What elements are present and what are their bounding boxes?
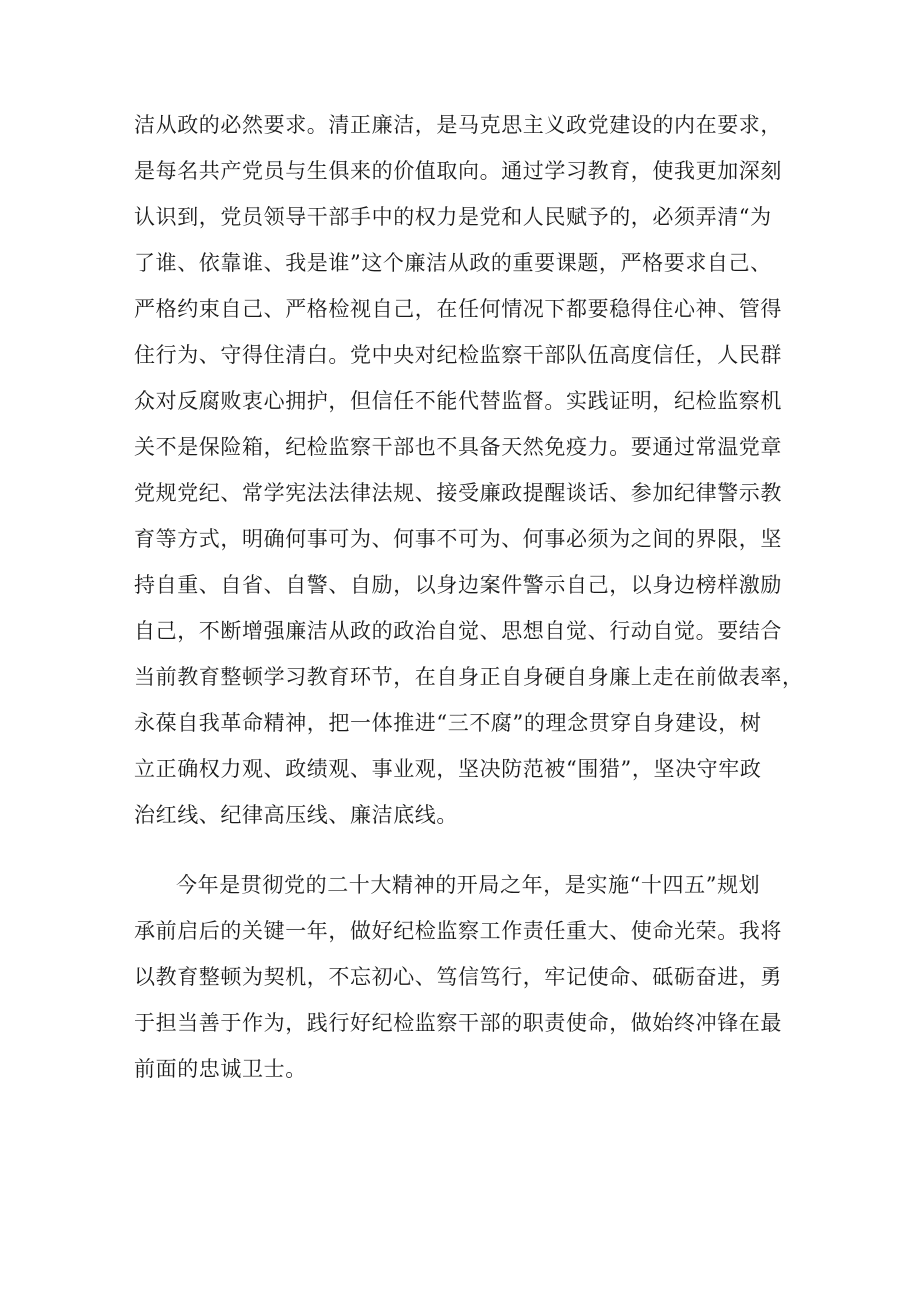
paragraph-line: 今年是贯彻党的二十大精神的开局之年，是实施“十四五”规划 bbox=[176, 873, 761, 897]
paragraph-line: 关不是保险箱，纪检监察干部也不具备天然免疫力。要通过常温党章 bbox=[134, 435, 782, 459]
paragraph-line: 前面的忠诚卫士。 bbox=[134, 1057, 307, 1081]
paragraph-line: 党规党纪、常学宪法法律法规、接受廉政提醒谈话、参加纪律警示教 bbox=[134, 481, 782, 505]
paragraph-line: 严格约束自己、严格检视自己，在任何情况下都要稳得住心神、管得 bbox=[134, 297, 782, 321]
paragraph-line: 育等方式，明确何事可为、何事不可为、何事必须为之间的界限，坚 bbox=[134, 527, 782, 551]
paragraph-line: 治红线、纪律高压线、廉洁底线。 bbox=[134, 803, 458, 827]
paragraph-2 bbox=[134, 862, 794, 1092]
paragraph-line: 认识到，党员领导干部手中的权力是党和人民赋予的，必须弄清“为 bbox=[134, 205, 772, 229]
paragraph-line: 自己，不断增强廉洁从政的政治自觉、思想自觉、行动自觉。要结合 bbox=[134, 619, 782, 643]
paragraph-line: 当前教育整顿学习教育环节，在自身正自身硬自身廉上走在前做表率， bbox=[134, 665, 804, 689]
paragraph-spacer bbox=[134, 838, 794, 862]
paragraph-line: 众对反腐败衷心拥护，但信任不能代替监督。实践证明，纪检监察机 bbox=[134, 389, 782, 413]
paragraph-line: 立正确权力观、政绩观、事业观，坚决防范被“围猎”，坚决守牢政 bbox=[134, 757, 762, 781]
paragraph-line: 住行为、守得住清白。党中央对纪检监察干部队伍高度信任，人民群 bbox=[134, 343, 782, 367]
paragraph-line: 了谁、依靠谁、我是谁”这个廉洁从政的重要课题，严格要求自己、 bbox=[134, 251, 772, 275]
paragraph-1 bbox=[134, 102, 804, 838]
paragraph-line: 于担当善于作为，践行好纪检监察干部的职责使命，做始终冲锋在最 bbox=[134, 1011, 782, 1035]
paragraph-line: 是每名共产党员与生俱来的价值取向。通过学习教育，使我更加深刻 bbox=[134, 159, 782, 183]
paragraph-line: 洁从政的必然要求。清正廉洁，是马克思主义政党建设的内在要求， bbox=[134, 113, 782, 137]
document-body bbox=[134, 102, 804, 1092]
paragraph-line: 持自重、自省、自警、自励，以身边案件警示自己，以身边榜样激励 bbox=[134, 573, 782, 597]
paragraph-line: 以教育整顿为契机，不忘初心、笃信笃行，牢记使命、砥砺奋进，勇 bbox=[134, 965, 782, 989]
paragraph-line: 承前启后的关键一年，做好纪检监察工作责任重大、使命光荣。我将 bbox=[134, 919, 782, 943]
paragraph-line: 永葆自我革命精神，把一体推进“三不腐”的理念贯穿自身建设，树 bbox=[134, 711, 762, 735]
